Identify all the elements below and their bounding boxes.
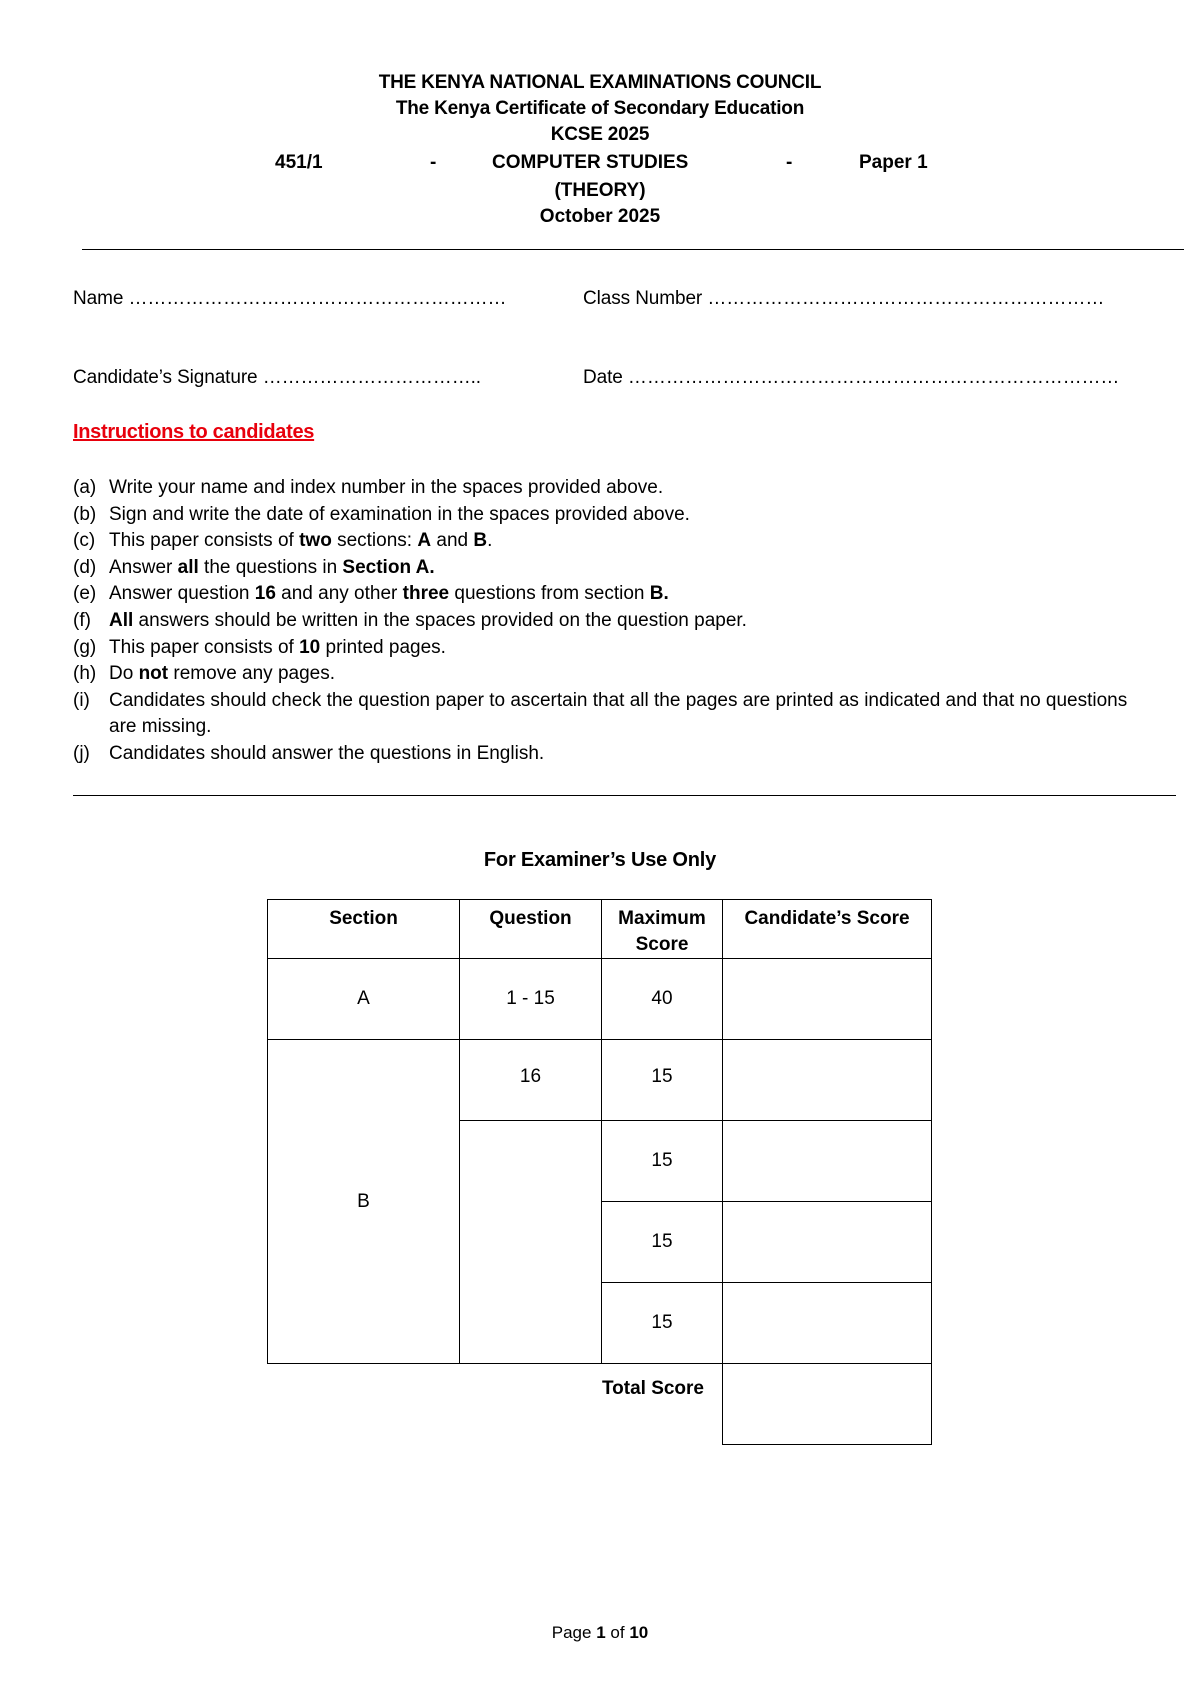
certificate-name: The Kenya Certificate of Secondary Education (395, 98, 805, 119)
candidate-score-cell[interactable] (723, 1121, 932, 1202)
item-marker: (j) (73, 742, 90, 764)
list-item (73, 528, 1133, 555)
item-emphasis: all (177, 556, 199, 578)
header-divider (82, 249, 1184, 250)
score-table (267, 899, 932, 1445)
total-score-cell[interactable] (723, 1364, 932, 1445)
item-marker: (i) (73, 689, 90, 711)
of-word: of (610, 1623, 625, 1642)
separator-dash: - (430, 152, 437, 173)
section-a-cell: A (268, 959, 460, 1040)
section-b-cell: B (268, 1040, 460, 1364)
spacer-cell (268, 1364, 460, 1445)
paper-code: 451/1 (275, 152, 323, 173)
item-marker: (b) (73, 503, 97, 525)
col-header-question: Question (460, 900, 602, 959)
item-text: questions from section (449, 583, 650, 605)
item-marker: (a) (73, 477, 97, 498)
item-text: Candidates should check the question paper to ascertain that all the pages are printed as indicated and that no questions are missing. (109, 689, 1128, 738)
item-emphasis: All (109, 609, 134, 631)
item-marker: (e) (73, 583, 97, 605)
col-header-max-score: Maximum Score (602, 900, 723, 959)
instructions-list (73, 475, 1133, 768)
item-emphasis: three (402, 583, 450, 605)
item-text: . (487, 530, 493, 552)
item-emphasis: . (663, 583, 669, 605)
col-header-section: Section (268, 900, 460, 959)
class-number-field[interactable]: Class Number ……………………………………………………… (583, 288, 1105, 309)
max-score-cell: 15 (602, 1202, 723, 1283)
candidate-score-cell[interactable] (723, 1202, 932, 1283)
item-emphasis: B (473, 530, 488, 552)
list-item (73, 741, 1133, 768)
date-field[interactable]: Date …………………………………………………………………… (583, 367, 1120, 388)
header-sub (0, 178, 1200, 230)
name-field[interactable]: Name …………………………………………………… (73, 288, 507, 309)
list-item (73, 475, 1133, 502)
max-score-cell: 15 (602, 1040, 723, 1121)
separator-dash: - (786, 152, 793, 173)
item-text: Write your name and index number in the spaces provided above. (109, 477, 664, 498)
instructions-title: Instructions to candidates (73, 421, 315, 443)
item-text: Sign and write the date of examination in the spaces provided above. (109, 503, 690, 525)
table-row (268, 1040, 932, 1121)
total-row (268, 1364, 932, 1445)
signature-field[interactable]: Candidate’s Signature …………………………….. (73, 367, 481, 388)
item-emphasis: two (299, 530, 332, 552)
list-item (73, 608, 1133, 635)
item-text: Answer (109, 556, 178, 578)
page-footer (0, 1623, 1200, 1643)
item-emphasis: A (417, 530, 432, 552)
item-text: and any other (275, 583, 403, 605)
max-score-cell: 40 (602, 959, 723, 1040)
item-text: and (431, 530, 474, 552)
list-item (73, 502, 1133, 529)
candidate-score-cell[interactable] (723, 1040, 932, 1121)
item-text: Answer question (109, 583, 255, 605)
candidate-score-cell[interactable] (723, 1283, 932, 1364)
col-header-candidate-score: Candidate’s Score (723, 900, 932, 959)
council-name: THE KENYA NATIONAL EXAMINATIONS COUNCIL (378, 72, 822, 93)
paper-type: (THEORY) (554, 180, 646, 201)
instructions-divider (73, 795, 1176, 796)
item-emphasis: . (429, 556, 435, 578)
total-score-label: Total Score (460, 1364, 723, 1445)
list-item (73, 661, 1133, 688)
paper-row (0, 152, 1200, 178)
list-item (73, 635, 1133, 662)
item-emphasis: 10 (299, 636, 321, 658)
item-marker: (c) (73, 530, 96, 552)
item-text: printed pages. (320, 636, 446, 658)
page-total: 10 (629, 1623, 649, 1642)
item-emphasis: B (649, 583, 664, 605)
question-cell: 16 (460, 1040, 602, 1121)
exam-year: KCSE 2025 (550, 124, 650, 145)
item-text: This paper consists of (109, 636, 300, 658)
subject-name: COMPUTER STUDIES (492, 152, 689, 173)
list-item (73, 581, 1133, 608)
item-text: remove any pages. (168, 663, 335, 685)
table-header-row (268, 900, 932, 959)
header (0, 70, 1200, 148)
paper-number: Paper 1 (859, 152, 928, 173)
item-marker: (f) (73, 609, 91, 631)
item-emphasis: Section A (342, 556, 430, 578)
max-score-cell: 15 (602, 1283, 723, 1364)
item-marker: (g) (73, 636, 97, 658)
page-word: Page (551, 1623, 592, 1642)
item-text: Do (109, 663, 139, 685)
item-text: answers should be written in the spaces provided on the question paper. (133, 609, 747, 631)
list-item (73, 688, 1133, 741)
candidate-score-cell[interactable] (723, 959, 932, 1040)
question-cell-blank (460, 1121, 602, 1364)
item-emphasis: not (138, 663, 169, 685)
item-marker: (h) (73, 663, 97, 685)
page-current: 1 (596, 1623, 606, 1642)
question-cell: 1 - 15 (460, 959, 602, 1040)
table-row (268, 959, 932, 1040)
item-text: This paper consists of (109, 530, 300, 552)
exam-date: October 2025 (539, 206, 661, 227)
item-text: the questions in (198, 556, 343, 578)
item-text: Candidates should answer the questions in English. (109, 742, 545, 764)
examiner-title: For Examiner’s Use Only (483, 849, 717, 871)
list-item (73, 555, 1133, 582)
max-score-cell: 15 (602, 1121, 723, 1202)
item-marker: (d) (73, 556, 97, 578)
item-text: sections: (331, 530, 418, 552)
item-emphasis: 16 (254, 583, 276, 605)
